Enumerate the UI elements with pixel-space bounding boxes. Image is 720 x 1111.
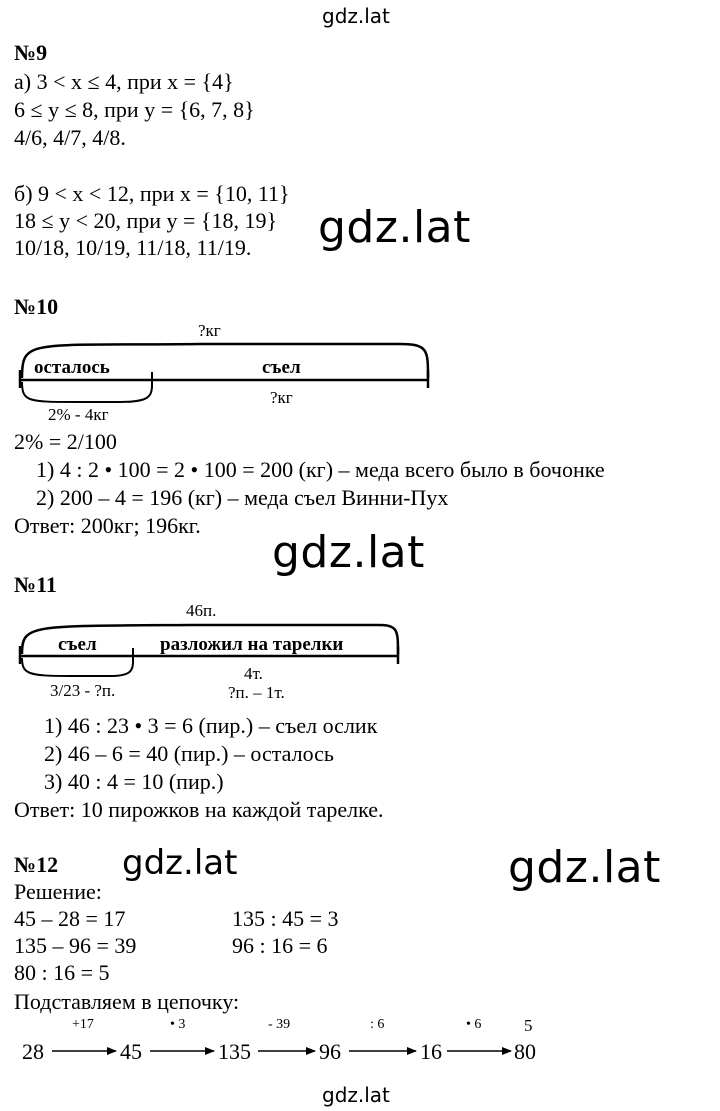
problem-9-line: 10/18, 10/19, 11/18, 11/19. [14,235,252,260]
watermark: gdz.lat [122,843,238,883]
chain-number: 96 [319,1039,341,1064]
diagram-right-below-label: ?кг [270,388,293,407]
watermark: gdz.lat [508,842,661,893]
chain-number: 45 [120,1039,142,1064]
chain-number: 80 [514,1039,536,1064]
problem-10-line: 2% = 2/100 [14,429,117,454]
chain-number: 28 [22,1039,44,1064]
problem-10-answer: Ответ: 200кг; 196кг. [14,513,201,538]
equation: 135 – 96 = 39 [14,933,137,958]
problem-10-line: 2) 200 – 4 = 196 (кг) – меда съел Винни-Пух [36,485,449,510]
diagram-total-label: ?кг [198,321,221,340]
problem-9-line: 4/6, 4/7, 4/8. [14,125,126,150]
chain-number: 135 [218,1039,251,1064]
diagram-left-below-label: 2% - 4кг [48,405,109,424]
watermark: gdz.lat [272,527,425,578]
problem-11-line: 2) 46 – 6 = 40 (пир.) – осталось [44,741,334,766]
problem-9-line: б) 9 < x < 12, при x = {10, 11} [14,181,290,206]
diagram-right-label: съел [262,357,301,378]
problem-11-line: 1) 46 : 23 • 3 = 6 (пир.) – съел ослик [44,713,378,738]
diagram-left-below-label: 3/23 - ?п. [50,681,116,700]
chain-operation: • 3 [170,1017,186,1032]
problem-11-answer: Ответ: 10 пирожков на каждой тарелке. [14,797,384,822]
equation: 45 – 28 = 17 [14,906,126,931]
diagram-right-label: разложил на тарелки [160,634,344,655]
watermark: gdz.lat [318,202,471,253]
chain-label: Подставляем в цепочку: [14,989,240,1014]
chain-operation: +17 [72,1017,94,1032]
chain-operation: • 6 [466,1017,482,1032]
diagram-left-label: съел [58,634,97,655]
problem-9-heading: №9 [14,40,48,65]
diagram-right-below-label-2: ?п. – 1т. [228,683,285,702]
diagram-total-label: 46п. [186,601,217,620]
diagram-left-label: осталось [34,357,110,378]
equation: 135 : 45 = 3 [232,906,339,931]
problem-9-line: 6 ≤ y ≤ 8, при y = {6, 7, 8} [14,97,255,122]
chain-operation: - 39 [268,1017,291,1032]
equation: 96 : 16 = 6 [232,933,328,958]
problem-9-line: 18 ≤ y < 20, при y = {18, 19} [14,208,278,233]
diagram-right-below-label: 4т. [244,664,263,683]
equation: 80 : 16 = 5 [14,960,110,985]
problem-12-heading: №12 [14,852,59,877]
watermark-bottom: gdz.lat [322,1083,390,1107]
problem-11-heading: №11 [14,572,57,597]
chain-extra-number: 5 [524,1016,533,1035]
problem-10-heading: №10 [14,294,59,319]
chain-arrows [0,1042,720,1062]
problem-11-line: 3) 40 : 4 = 10 (пир.) [44,769,224,794]
chain-number: 16 [420,1039,442,1064]
solution-label: Решение: [14,879,102,904]
problem-9-line: а) 3 < x ≤ 4, при x = {4} [14,69,234,94]
chain-operation: : 6 [370,1017,385,1032]
problem-10-line: 1) 4 : 2 • 100 = 2 • 100 = 200 (кг) – меда всего было в бочонке [36,457,605,482]
watermark-top: gdz.lat [322,4,390,28]
